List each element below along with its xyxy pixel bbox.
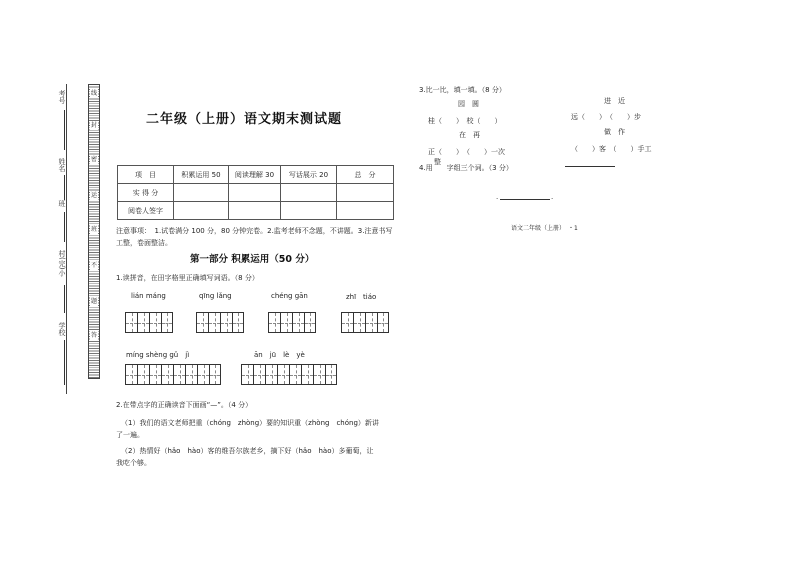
page-footer: 语文二年级（上册） ・1 bbox=[511, 225, 578, 232]
tianzige-box[interactable] bbox=[241, 364, 337, 385]
score-cell[interactable] bbox=[229, 184, 281, 202]
exam-number-label: 考号 bbox=[58, 90, 66, 104]
pinyin-lianmang: lián máng bbox=[131, 292, 166, 300]
score-header-cell: 积累运用 50 bbox=[174, 166, 229, 184]
exam-title: 二年级（上册）语文期末测试题 bbox=[146, 112, 343, 127]
score-cell[interactable] bbox=[337, 202, 394, 220]
tianzige-box[interactable] bbox=[196, 312, 244, 333]
score-table-header-row bbox=[118, 166, 394, 184]
compare-chars-zai: 在 再 bbox=[459, 131, 480, 139]
question-1-prompt: 1.读拼音，在田字格里正确填写词语。（8 分） bbox=[116, 274, 259, 282]
village-school-blank bbox=[64, 285, 65, 313]
school-blank bbox=[64, 340, 65, 385]
exam-notes: 注意事项： 1.试卷满分 100 分，80 分钟完卷。2.监考老师不念题，不讲题。3.注意书写工整，卷面整洁。 bbox=[116, 227, 393, 247]
score-table-row bbox=[118, 202, 394, 220]
seal-mark: 答 bbox=[90, 332, 97, 339]
seal-mark: 线 bbox=[90, 90, 97, 97]
score-header-cell: 阅读理解 30 bbox=[229, 166, 281, 184]
score-cell[interactable] bbox=[174, 202, 229, 220]
score-row-label: 实 得 分 bbox=[118, 184, 174, 202]
score-cell[interactable] bbox=[174, 184, 229, 202]
village-school-label: 村(完)小 bbox=[58, 250, 66, 277]
seal-mark: 封 bbox=[90, 122, 97, 129]
binder-seal-strip bbox=[88, 84, 100, 379]
seal-mark: 题 bbox=[90, 298, 97, 305]
score-cell[interactable] bbox=[281, 202, 337, 220]
pinyin-zhitiao: zhī tiáo bbox=[346, 293, 377, 301]
school-label: 学校 bbox=[58, 322, 66, 336]
score-cell[interactable] bbox=[229, 202, 281, 220]
score-cell[interactable] bbox=[281, 184, 337, 202]
seal-mark: 班 bbox=[90, 226, 97, 233]
seal-mark: 运 bbox=[90, 192, 97, 199]
class-label: 班 bbox=[58, 200, 66, 207]
score-header-cell: 写话展示 20 bbox=[281, 166, 337, 184]
tianzige-box[interactable] bbox=[125, 312, 173, 333]
answer-blank[interactable] bbox=[565, 166, 615, 167]
question-2-sentence-1: （1）我们的语文老师把重（chóng zhòng）要的知识重（zhòng chóng）新讲 bbox=[121, 419, 379, 427]
binder-fold-line bbox=[66, 84, 67, 394]
score-header-cell: 项 目 bbox=[118, 166, 174, 184]
exam-number-blank bbox=[64, 110, 65, 150]
question-4-prompt: 4.用 字组三个词。（3 分） bbox=[419, 164, 513, 172]
dot-mark: . bbox=[551, 193, 554, 201]
class-blank bbox=[64, 212, 65, 242]
part1-title: 第一部分 积累运用（50 分） bbox=[190, 254, 315, 265]
question-3-prompt: 3.比一比，填一填。（8 分） bbox=[419, 86, 506, 94]
tianzige-box[interactable] bbox=[125, 364, 221, 385]
name-label: 姓名 bbox=[58, 158, 66, 172]
question-4-overlap-char: 整 bbox=[434, 158, 441, 166]
score-row-label: 阅卷人签字 bbox=[118, 202, 174, 220]
compare-fill-yuan[interactable]: 桂（ ） 校（ ） bbox=[428, 117, 502, 125]
score-table-row bbox=[118, 184, 394, 202]
tianzige-box[interactable] bbox=[268, 312, 316, 333]
answer-blank[interactable] bbox=[500, 199, 550, 200]
compare-fill-zai[interactable]: 正（ ） （ ）一次 bbox=[428, 148, 505, 156]
compare-chars-jin: 进 近 bbox=[604, 97, 625, 105]
score-table bbox=[117, 165, 394, 220]
tianzige-box[interactable] bbox=[341, 312, 389, 333]
pinyin-anjuleye: ān jū lè yè bbox=[254, 351, 305, 359]
seal-mark: 密 bbox=[90, 156, 97, 163]
compare-fill-zuo[interactable]: （ ）客 （ ）手工 bbox=[571, 145, 652, 153]
dot-mark: . bbox=[496, 193, 499, 201]
pinyin-mingshengguji: míng shèng gǔ jì bbox=[126, 351, 190, 359]
question-2-sentence-1-cont: 了一遍。 bbox=[116, 431, 144, 439]
compare-chars-zuo: 做 作 bbox=[604, 128, 625, 136]
score-header-cell: 总 分 bbox=[337, 166, 394, 184]
seal-mark: 不 bbox=[90, 262, 97, 269]
name-blank bbox=[64, 175, 65, 200]
pinyin-chenggan: chéng gān bbox=[271, 292, 308, 300]
question-2-sentence-2-cont: 我吃个够。 bbox=[116, 459, 151, 467]
pinyin-qinglang: qīng lǎng bbox=[199, 292, 232, 300]
question-2-sentence-2: （2）热情好（hǎo hào）客的维吾尔族老乡，摘下好（hǎo hào）多葡萄，让 bbox=[121, 447, 374, 455]
compare-chars-yuan: 园 圆 bbox=[458, 100, 479, 108]
score-cell[interactable] bbox=[337, 184, 394, 202]
question-2-prompt: 2.在带点字的正确读音下面画“—”。（4 分） bbox=[116, 401, 253, 409]
compare-fill-jin[interactable]: 远（ ） （ ）步 bbox=[571, 113, 641, 121]
